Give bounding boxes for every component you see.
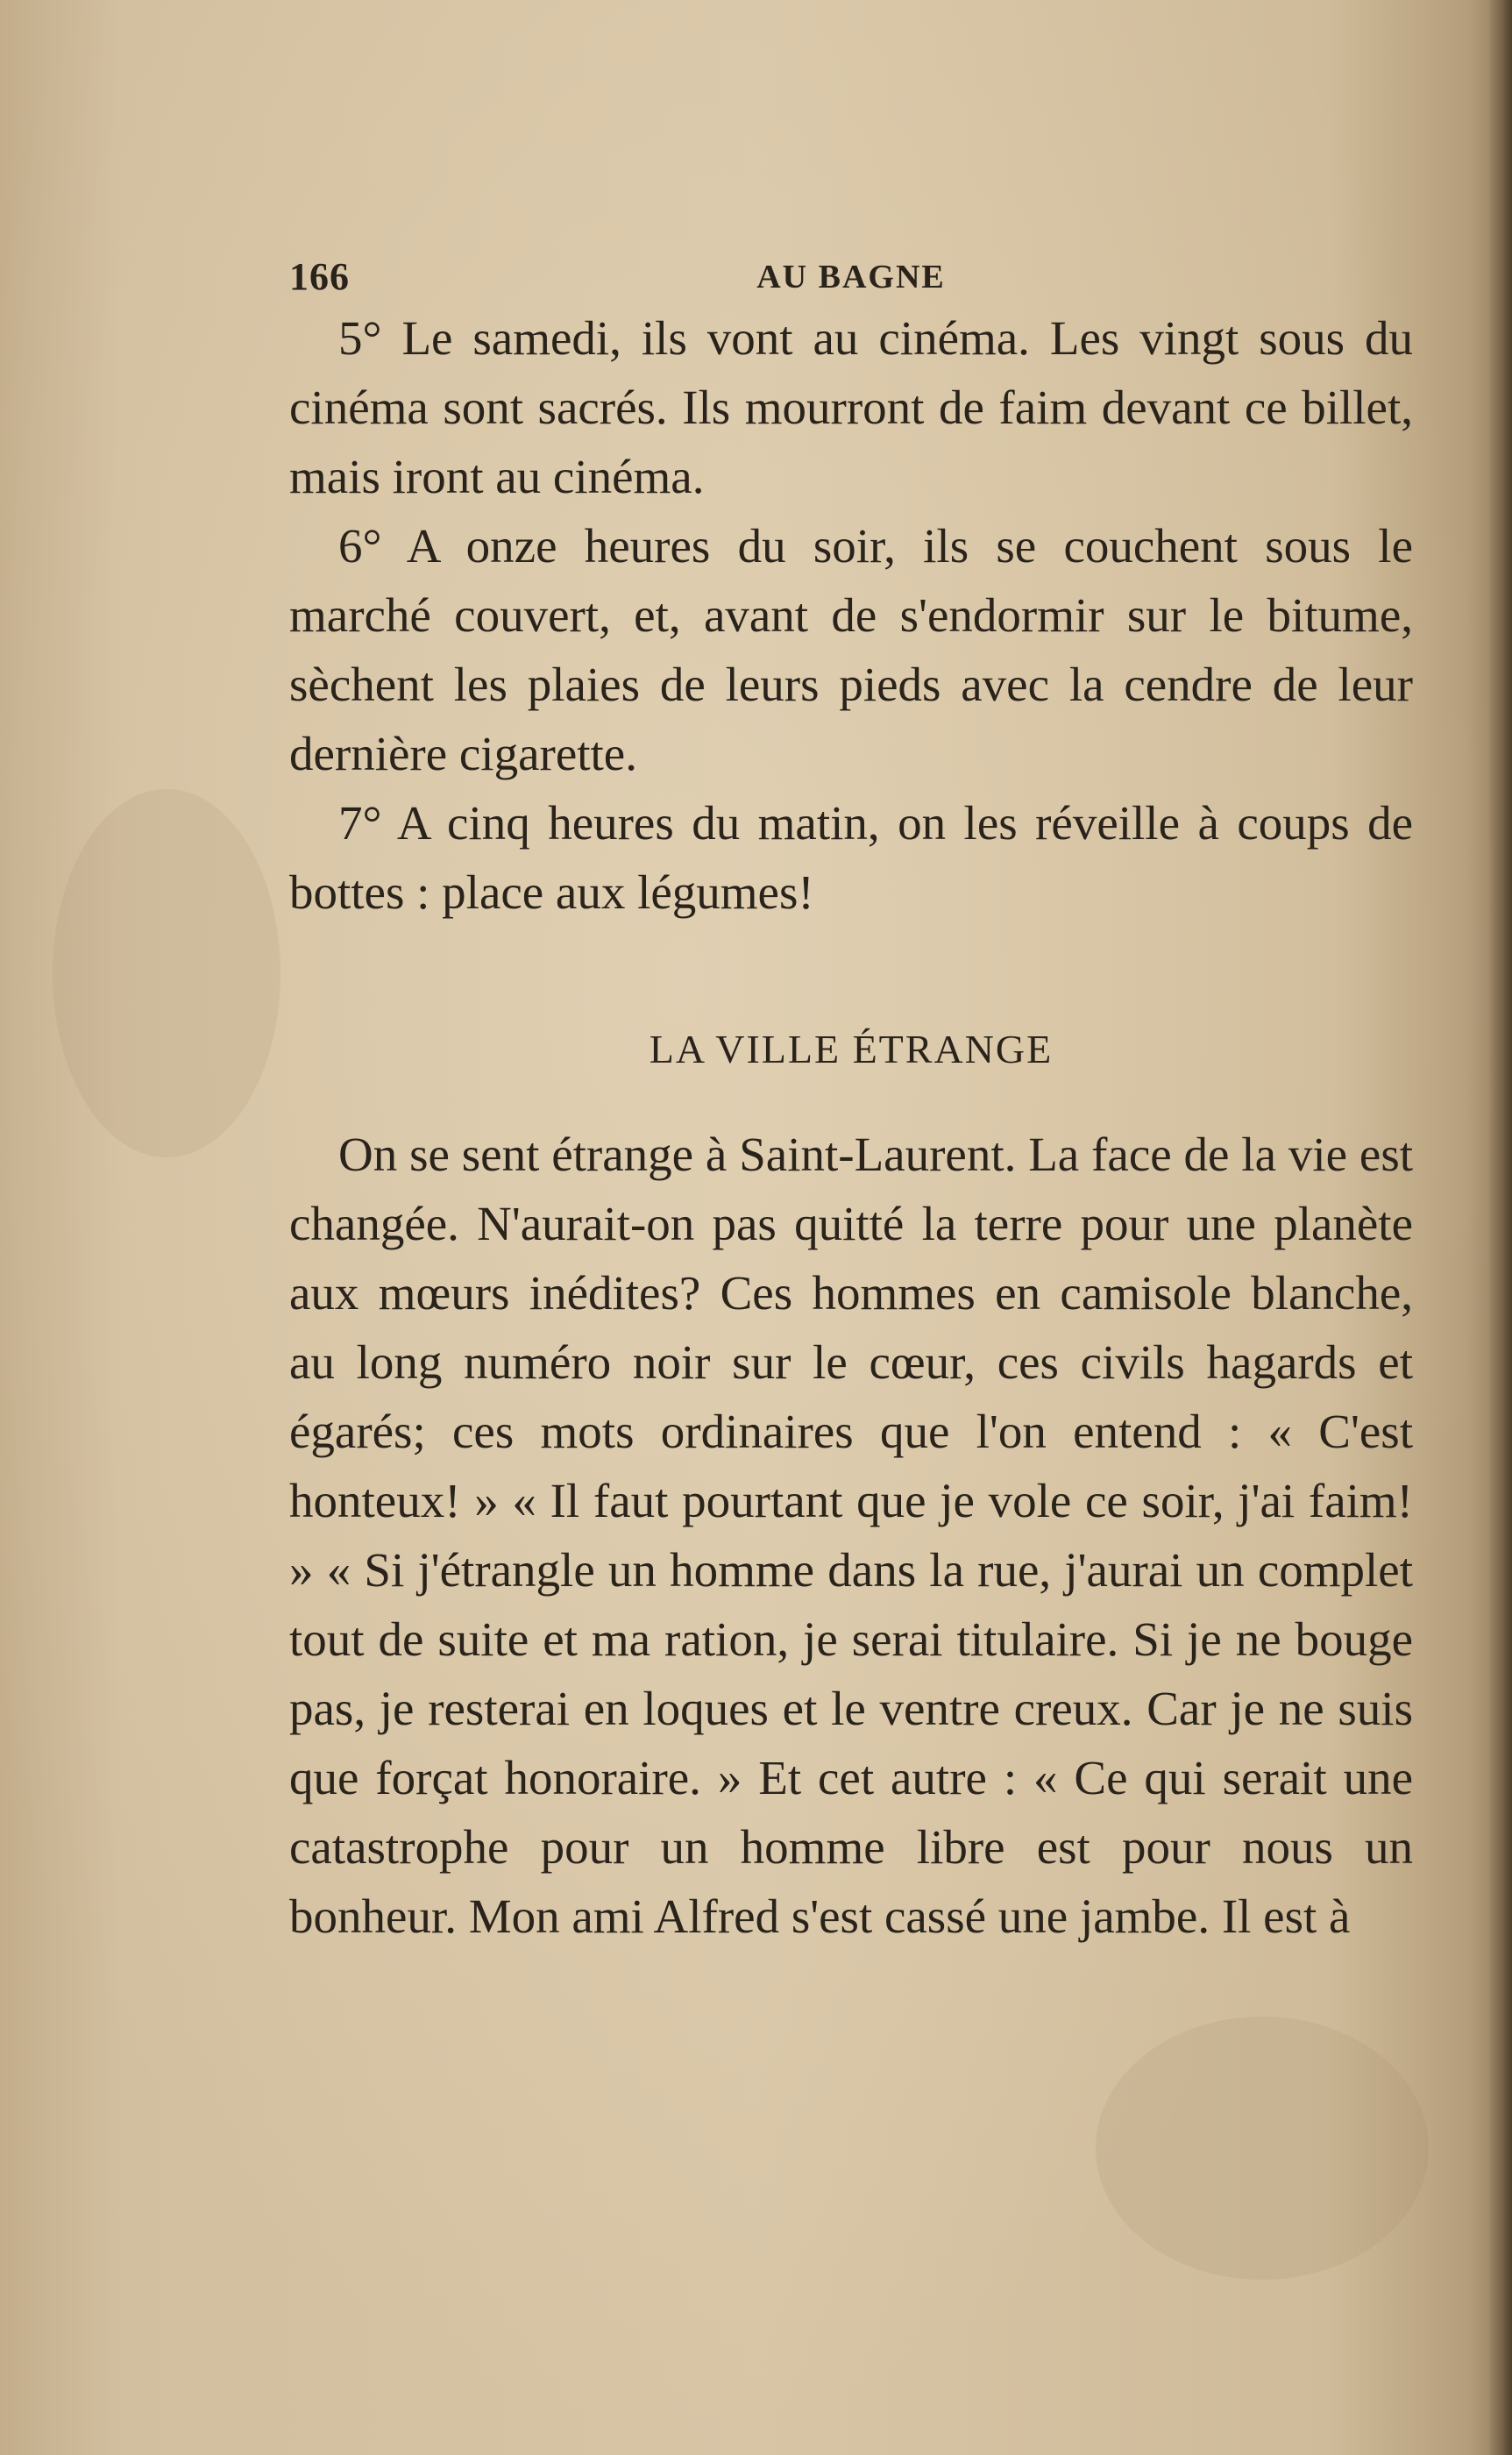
paragraph-item-5: 5° Le samedi, ils vont au cinéma. Les vingt sous du cinéma sont sacrés. Ils mourront de faim devant ce billet, mais iront au cinéma.: [289, 311, 1413, 503]
paper-stain: [53, 789, 280, 1157]
binding-edge: [1487, 0, 1512, 2455]
running-head: [289, 254, 1413, 303]
paragraph-body: On se sent étrange à Saint-Laurent. La face de la vie est changée. N'aurait-on pas quitté la terre pour une planète aux mœurs inédites? Ces hommes en camisole blanche, au long numéro noir sur le cœur, ces civils hagards et égarés; ces mots ordinaires que l'on entend : « C'est honteux! » « Il faut pourtant que je vole ce soir, j'ai faim! » « Si j'étrangle un homme dans la rue, j'aurai un complet tout de suite et ma ration, je serai titulaire. Si je ne bouge pas, je resterai en loques et le ventre creux. Car je ne suis que forçat honoraire. » Et cet autre : « Ce qui serait une catastrophe pour un homme libre est pour nous un bonheur. Mon ami Alfred s'est cassé une jambe. Il est à: [289, 1128, 1413, 1943]
paragraph-item-6: 6° A onze heures du soir, ils se couchent sous le marché couvert, et, avant de s'endormir sur le bitume, sèchent les plaies de leurs pieds avec la cendre de leur dernière cigarette.: [289, 519, 1413, 780]
running-title: AU BAGNE: [756, 259, 946, 295]
paper-stain: [1096, 2017, 1429, 2280]
text-block: [289, 254, 1413, 1951]
section-heading: LA VILLE ÉTRANGE: [649, 1027, 1054, 1071]
paragraph-item-7: 7° A cinq heures du matin, on les réveille à coups de bottes : place aux légumes!: [289, 796, 1413, 919]
page-number: 166: [289, 255, 350, 298]
